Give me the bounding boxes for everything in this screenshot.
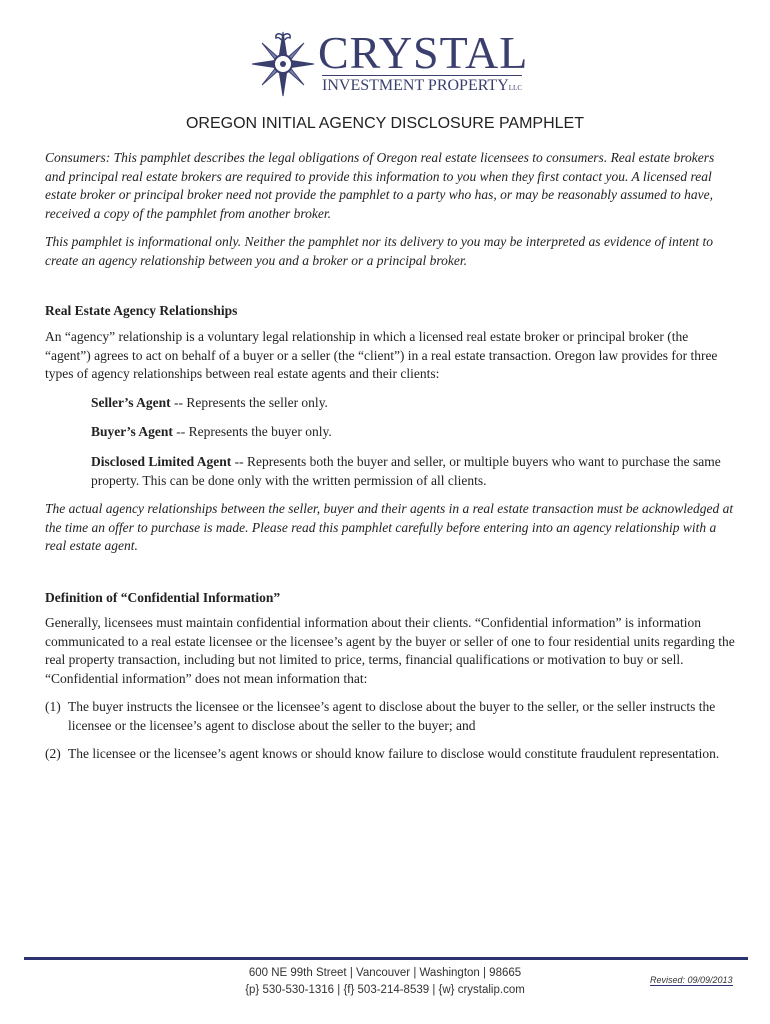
- confidential-body: Generally, licensees must maintain confidential information about their clients. “Confidential information” is information communicated to a real estate licensee or the licensee’s agent by the buyer or seller of one to four residential units regarding the real property transaction, including but not limited to price, terms, financial qualifications or motivation to buy or sell. “Confidential information” does not mean information that:: [45, 615, 735, 686]
- relationships-note: The actual agency relationships between the seller, buyer and their agents in a real estate transaction must be acknowledged at the time an offer to purchase is made. Please read this pamphlet carefully before entering into an agency relationship with a real estate agent.: [45, 501, 734, 553]
- intro-paragraph-1: Consumers: This pamphlet describes the legal obligations of Oregon real estate licensees to consumers. Real estate brokers and principal real estate brokers are required to provide this information to you when they first contact you. A licensed real estate broker or principal broker need not provide the pamphlet to a party who has, or may be reasonably assumed to have, received a copy of the pamphlet from another broker.: [45, 150, 715, 221]
- compass-star-icon: [250, 28, 316, 100]
- list-item-text: The buyer instructs the licensee or the licensee’s agent to disclose about the buyer to the seller, or the seller instructs the licensee or the licensee’s agent to disclose about the seller to the buyer; and: [68, 699, 716, 733]
- agent-type-desc: -- Represents both the buyer and seller, or multiple buyers who want to purchase the same property. This can be done only with the written permission of all clients.: [91, 454, 721, 488]
- intro-paragraph-2: This pamphlet is informational only. Neither the pamphlet nor its delivery to you may be interpreted as evidence of intent to create an agency relationship between you and a broker or a principal broker.: [45, 234, 714, 268]
- list-item-number: (2): [45, 746, 61, 761]
- footer-divider: [24, 957, 748, 960]
- agent-type-limited: [91, 453, 721, 490]
- company-logo: [250, 28, 530, 100]
- relationships-body: An “agency” relationship is a voluntary legal relationship in which a licensed real estate broker or principal broker (the “agent”) agrees to act on behalf of a buyer or a seller (the “client”) in a real estate transaction. Oregon law provides for three types of agency relationships between real estate agents and their clients:: [45, 329, 718, 381]
- logo-subtitle: [322, 75, 522, 96]
- page-title: OREGON INITIAL AGENCY DISCLOSURE PAMPHLET: [185, 115, 584, 132]
- agent-type-desc: -- Represents the seller only.: [170, 395, 328, 410]
- agent-type-name: Disclosed Limited Agent: [91, 454, 232, 469]
- footer-address: 600 NE 99th Street | Vancouver | Washington | 98665: [248, 967, 522, 979]
- agent-type-desc: -- Represents the buyer only.: [172, 424, 332, 439]
- logo-llc: LLC: [508, 84, 522, 92]
- agent-type-name: Buyer’s Agent: [91, 424, 173, 439]
- section-heading-relationships: Real Estate Agency Relationships: [45, 303, 238, 318]
- footer-contact: {p} 530-530-1316 | {f} 503-214-8539 | {w} crystalip.com: [245, 984, 525, 996]
- logo-subtitle-text: INVESTMENT PROPERTY: [322, 77, 509, 94]
- section-heading-confidential: Definition of “Confidential Information”: [45, 590, 281, 605]
- list-item-text: The licensee or the licensee’s agent knows or should know failure to disclose would constitute fraudulent representation.: [68, 746, 720, 761]
- list-item-number: (1): [45, 699, 61, 714]
- agent-type-buyer: [91, 423, 721, 442]
- agent-type-seller: [91, 394, 721, 413]
- revised-date: Revised: 09/09/2013: [650, 975, 733, 985]
- agent-type-name: Seller’s Agent: [91, 395, 171, 410]
- logo-name: CRYSTAL: [318, 27, 529, 78]
